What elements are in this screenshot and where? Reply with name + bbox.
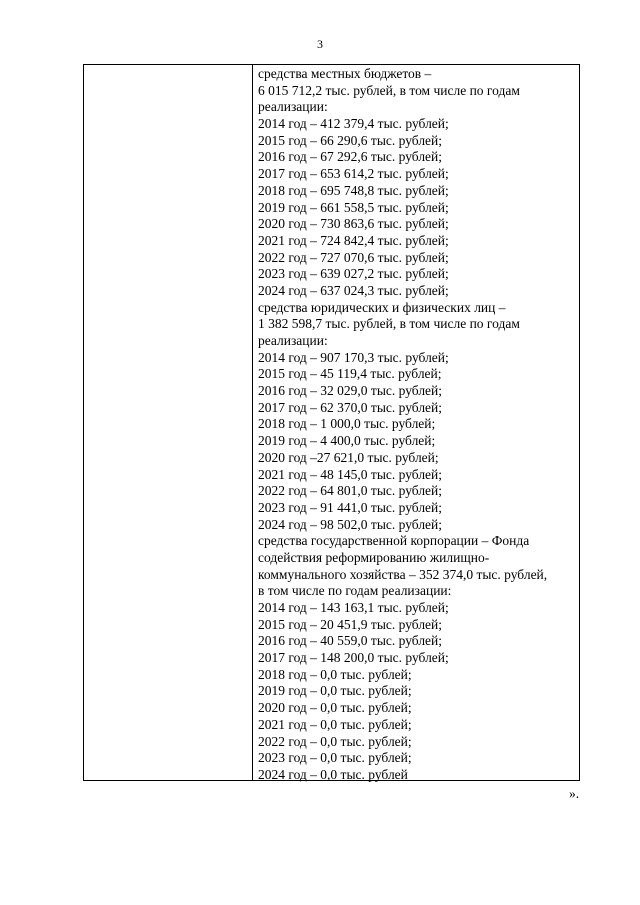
table-text-line: 2020 год – 0,0 тыс. рублей;: [258, 700, 412, 716]
table-text-line: 2023 год – 91 441,0 тыс. рублей;: [258, 499, 443, 515]
table-text-line: 2015 год – 45 119,4 тыс. рублей;: [258, 366, 442, 382]
table-text-line: 2016 год – 67 292,6 тыс. рублей;: [258, 149, 443, 165]
table-text-line: 2021 год – 48 145,0 тыс. рублей;: [258, 466, 443, 482]
table-text-line: 2018 год – 695 748,8 тыс. рублей;: [258, 182, 449, 198]
table-text-line: 2022 год – 64 801,0 тыс. рублей;: [258, 483, 443, 499]
table-text-line: 2014 год – 143 163,1 тыс. рублей;: [258, 600, 449, 615]
page-number: 3: [317, 37, 323, 51]
table-text-line: содействия реформированию жилищно-: [258, 549, 490, 565]
table-text-line: 2016 год – 32 029,0 тыс. рублей;: [258, 383, 443, 399]
table-text-line: 2014 год – 412 379,4 тыс. рублей;: [258, 116, 449, 132]
table-text-line: 2018 год – 1 000,0 тыс. рублей;: [258, 416, 436, 432]
table-text-line: 6 015 712,2 тыс. рублей, в том числе по годам: [258, 82, 520, 98]
table-text-line: коммунального хозяйства – 352 374,0 тыс. рублей,: [258, 566, 548, 582]
table-text-line: 2020 год – 730 863,6 тыс. рублей;: [258, 216, 449, 232]
table-text-line: 2024 год – 0,0 тыс. рублей: [258, 766, 408, 782]
table-text-line: 2022 год – 0,0 тыс. рублей;: [258, 733, 412, 749]
table-text-line: 2021 год – 724 842,4 тыс. рублей;: [258, 232, 449, 248]
table-text-line: 2016 год – 40 559,0 тыс. рублей;: [258, 633, 443, 649]
table-text-line: 2021 год – 0,0 тыс. рублей;: [258, 716, 412, 732]
table-text-line: 2019 год – 4 400,0 тыс. рублей;: [258, 433, 436, 449]
table-text-line: 2022 год – 727 070,6 тыс. рублей;: [258, 249, 449, 265]
table-right-cell: [253, 65, 579, 780]
table-text-line: 1 382 598,7 тыс. рублей, в том числе по годам: [258, 316, 520, 332]
table-text-line: 2017 год – 62 370,0 тыс. рублей;: [258, 399, 443, 415]
table-text-line: 2019 год – 661 558,5 тыс. рублей;: [258, 199, 449, 215]
table-text-line: реализации:: [258, 99, 328, 115]
closing-quote-mark: ».: [569, 786, 580, 801]
table-text-line: 2017 год – 148 200,0 тыс. рублей;: [258, 650, 449, 666]
table-text-line: 2024 год – 637 024,3 тыс. рублей;: [258, 282, 449, 298]
table-text-line: средства местных бюджетов –: [258, 66, 432, 81]
table-text-line: 2014 год – 907 170,3 тыс. рублей;: [258, 349, 449, 365]
funding-table: [83, 64, 580, 781]
table-text-line: средства юридических и физических лиц –: [258, 299, 506, 315]
table-text-line: 2017 год – 653 614,2 тыс. рублей;: [258, 166, 449, 182]
table-text-line: 2015 год – 20 451,9 тыс. рублей;: [258, 616, 443, 632]
table-text-line: 2018 год – 0,0 тыс. рублей;: [258, 666, 412, 682]
table-text-line: 2015 год – 66 290,6 тыс. рублей;: [258, 132, 443, 148]
table-text-line: 2023 год – 639 027,2 тыс. рублей;: [258, 266, 449, 282]
table-text-line: средства государственной корпорации – Фонда: [258, 533, 530, 549]
table-text-line: в том числе по годам реализации:: [258, 583, 452, 599]
table-left-cell: [84, 65, 253, 780]
table-text-line: реализации:: [258, 333, 328, 348]
table-text-line: 2020 год –27 621,0 тыс. рублей;: [258, 449, 439, 465]
table-text-line: 2019 год – 0,0 тыс. рублей;: [258, 683, 412, 699]
table-text-line: 2024 год – 98 502,0 тыс. рублей;: [258, 516, 443, 532]
table-text-line: 2023 год – 0,0 тыс. рублей;: [258, 750, 412, 766]
